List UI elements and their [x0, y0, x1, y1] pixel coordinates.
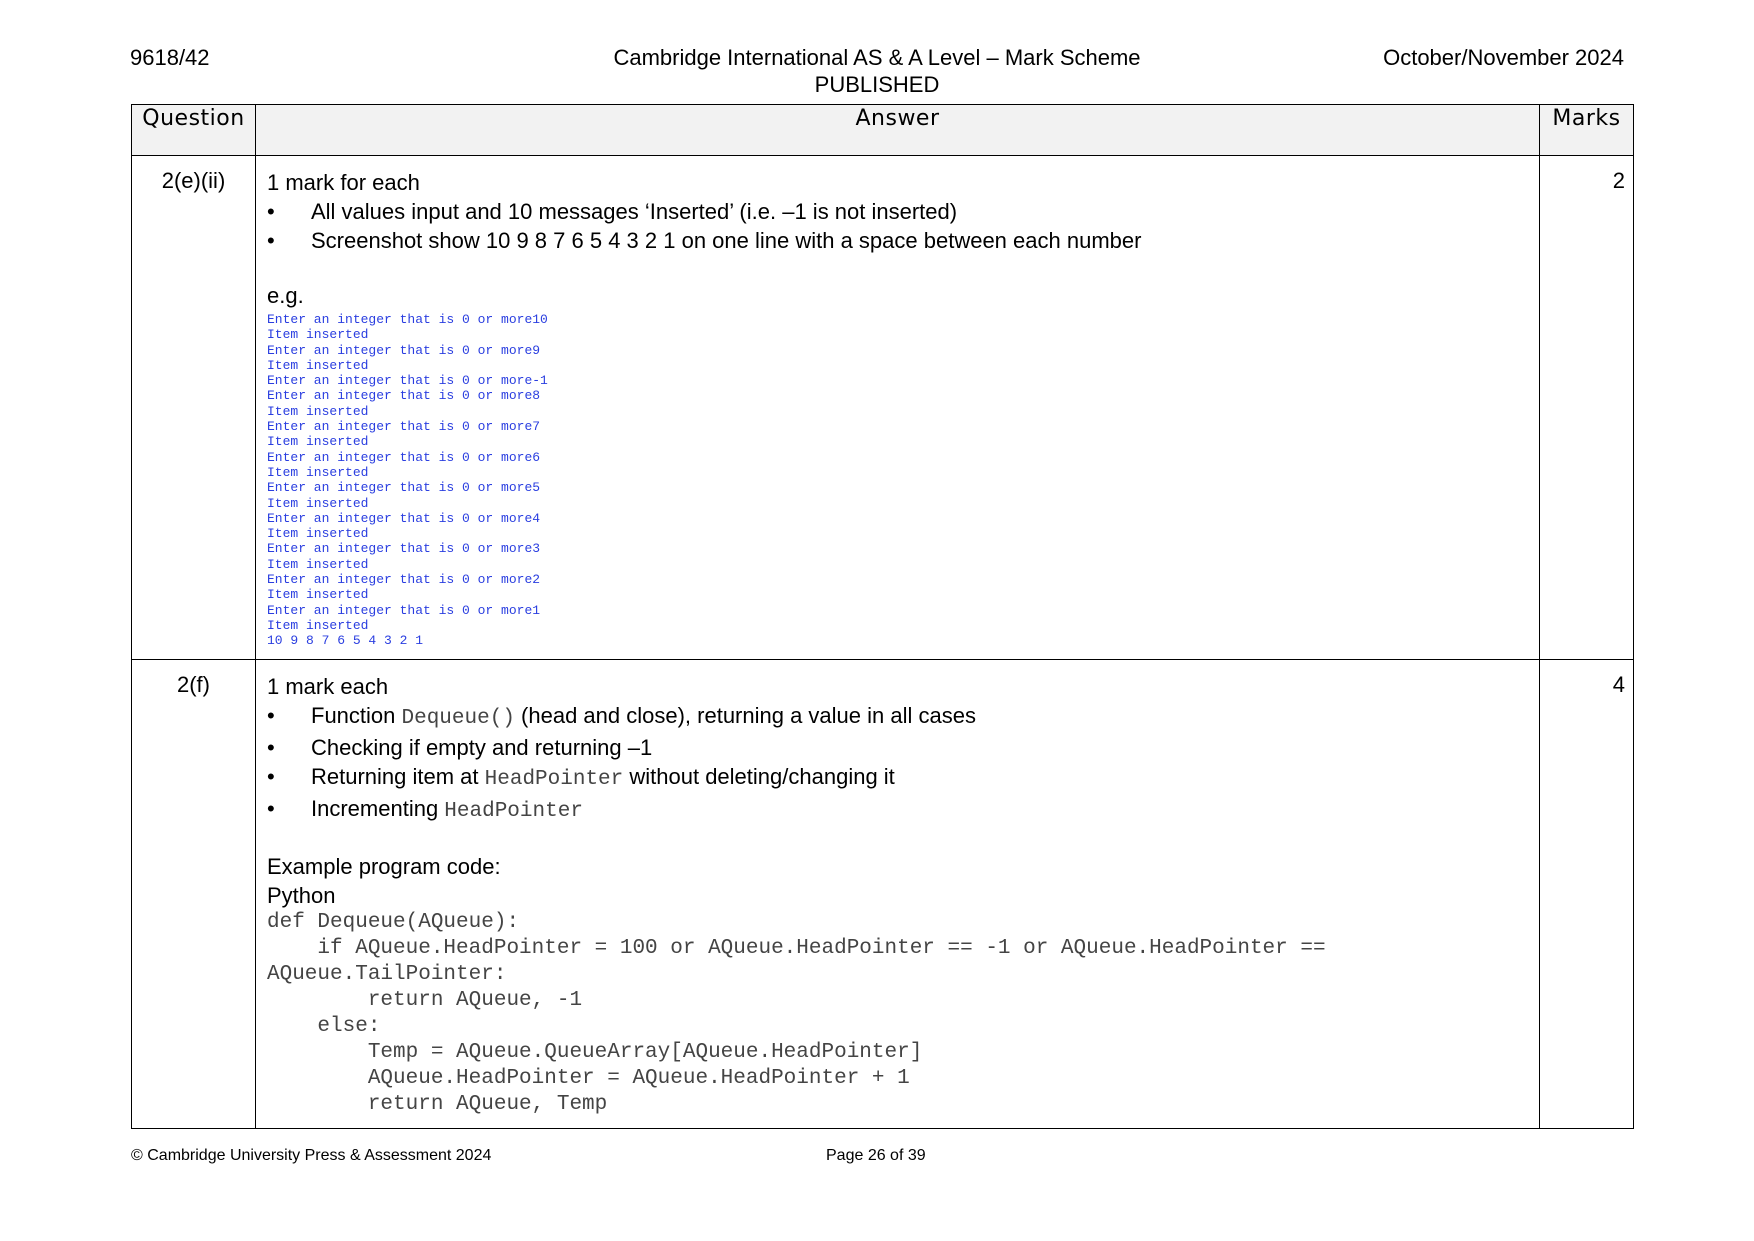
code-line: return AQueue, Temp	[267, 1092, 608, 1116]
console-line: 10 9 8 7 6 5 4 3 2 1	[267, 633, 424, 649]
code-block	[267, 910, 1529, 1118]
console-line: Item inserted	[267, 464, 369, 480]
paper-code: 9618/42	[130, 45, 210, 70]
answer-cell	[256, 659, 1540, 1128]
console-line: Enter an integer that is 0 or more7	[267, 419, 541, 435]
console-screenshot	[267, 312, 1529, 649]
code-line: Temp = AQueue.QueueArray[AQueue.HeadPointer]	[267, 1040, 923, 1064]
console-line: Enter an integer that is 0 or more4	[267, 510, 541, 526]
inline-code: Dequeue()	[401, 706, 515, 730]
console-line: Enter an integer that is 0 or more2	[267, 572, 541, 588]
marks-value: 4	[1540, 659, 1634, 1128]
code-line: AQueue.TailPointer:	[267, 962, 507, 986]
console-line: Enter an integer that is 0 or more10	[267, 312, 548, 327]
table-row	[132, 156, 1634, 660]
console-line: Item inserted	[267, 495, 369, 511]
inline-code: HeadPointer	[444, 799, 583, 823]
document-title: Cambridge International AS & A Level – Mark Scheme	[613, 45, 1141, 70]
page-number: Page 26 of 39	[826, 1147, 926, 1164]
language-label: Python	[267, 882, 336, 908]
console-line: Enter an integer that is 0 or more3	[267, 541, 541, 557]
console-line: Enter an integer that is 0 or more9	[267, 342, 541, 358]
table-header-row	[132, 105, 1634, 156]
answer-cell	[256, 156, 1540, 660]
copyright-notice: © Cambridge University Press & Assessment 2024	[131, 1147, 492, 1164]
console-line: Item inserted	[267, 357, 369, 373]
mark-point: • Screenshot show 10 9 8 7 6 5 4 3 2 1 on one line with a space between each number	[267, 226, 1529, 255]
console-line: Item inserted	[267, 617, 369, 633]
console-line: Item inserted	[267, 403, 369, 419]
console-line: Item inserted	[267, 434, 369, 450]
mark-point: • Function Dequeue() (head and close), returning a value in all cases	[267, 701, 1529, 733]
console-line: Enter an integer that is 0 or more5	[267, 480, 541, 496]
console-line: Item inserted	[267, 327, 369, 343]
example-label: Example program code:	[267, 853, 501, 879]
console-line: Enter an integer that is 0 or more8	[267, 388, 541, 404]
mark-intro: 1 mark for each	[267, 170, 420, 195]
mark-points	[267, 197, 1529, 255]
code-line: def Dequeue(AQueue):	[267, 910, 520, 934]
document-subtitle: PUBLISHED	[814, 72, 940, 97]
exam-session: October/November 2024	[1383, 45, 1624, 70]
marks-value: 2	[1540, 156, 1634, 660]
console-line: Item inserted	[267, 526, 369, 542]
question-header: Question	[132, 105, 256, 156]
console-line: Item inserted	[267, 587, 369, 603]
code-line: else:	[267, 1014, 381, 1038]
inline-code: HeadPointer	[484, 767, 624, 791]
mark-point: • Incrementing HeadPointer	[267, 794, 1529, 826]
mark-point: • Returning item at HeadPointer without deleting/changing it	[267, 762, 1529, 794]
question-number: 2(f)	[132, 659, 256, 1128]
mark-intro: 1 mark each	[267, 673, 389, 699]
console-line: Enter an integer that is 0 or more6	[267, 449, 541, 465]
mark-points	[267, 701, 1529, 826]
mark-scheme-table	[131, 104, 1634, 1129]
table-row	[132, 659, 1634, 1128]
question-number: 2(e)(ii)	[132, 156, 256, 660]
code-line: AQueue.HeadPointer = AQueue.HeadPointer + 1	[267, 1066, 910, 1090]
mark-point: • All values input and 10 messages ‘Inserted’ (i.e. –1 is not inserted)	[267, 197, 1529, 226]
marks-header: Marks	[1540, 105, 1634, 156]
answer-header: Answer	[256, 105, 1540, 156]
mark-point: • Checking if empty and returning –1	[267, 733, 1529, 762]
console-line: Item inserted	[267, 556, 369, 572]
code-line: return AQueue, -1	[267, 988, 583, 1012]
console-line: Enter an integer that is 0 or more1	[267, 602, 541, 618]
code-line: if AQueue.HeadPointer = 100 or AQueue.HeadPointer == -1 or AQueue.HeadPointer ==	[267, 936, 1326, 960]
console-line: Enter an integer that is 0 or more-1	[267, 373, 548, 389]
example-label: e.g.	[267, 283, 304, 308]
